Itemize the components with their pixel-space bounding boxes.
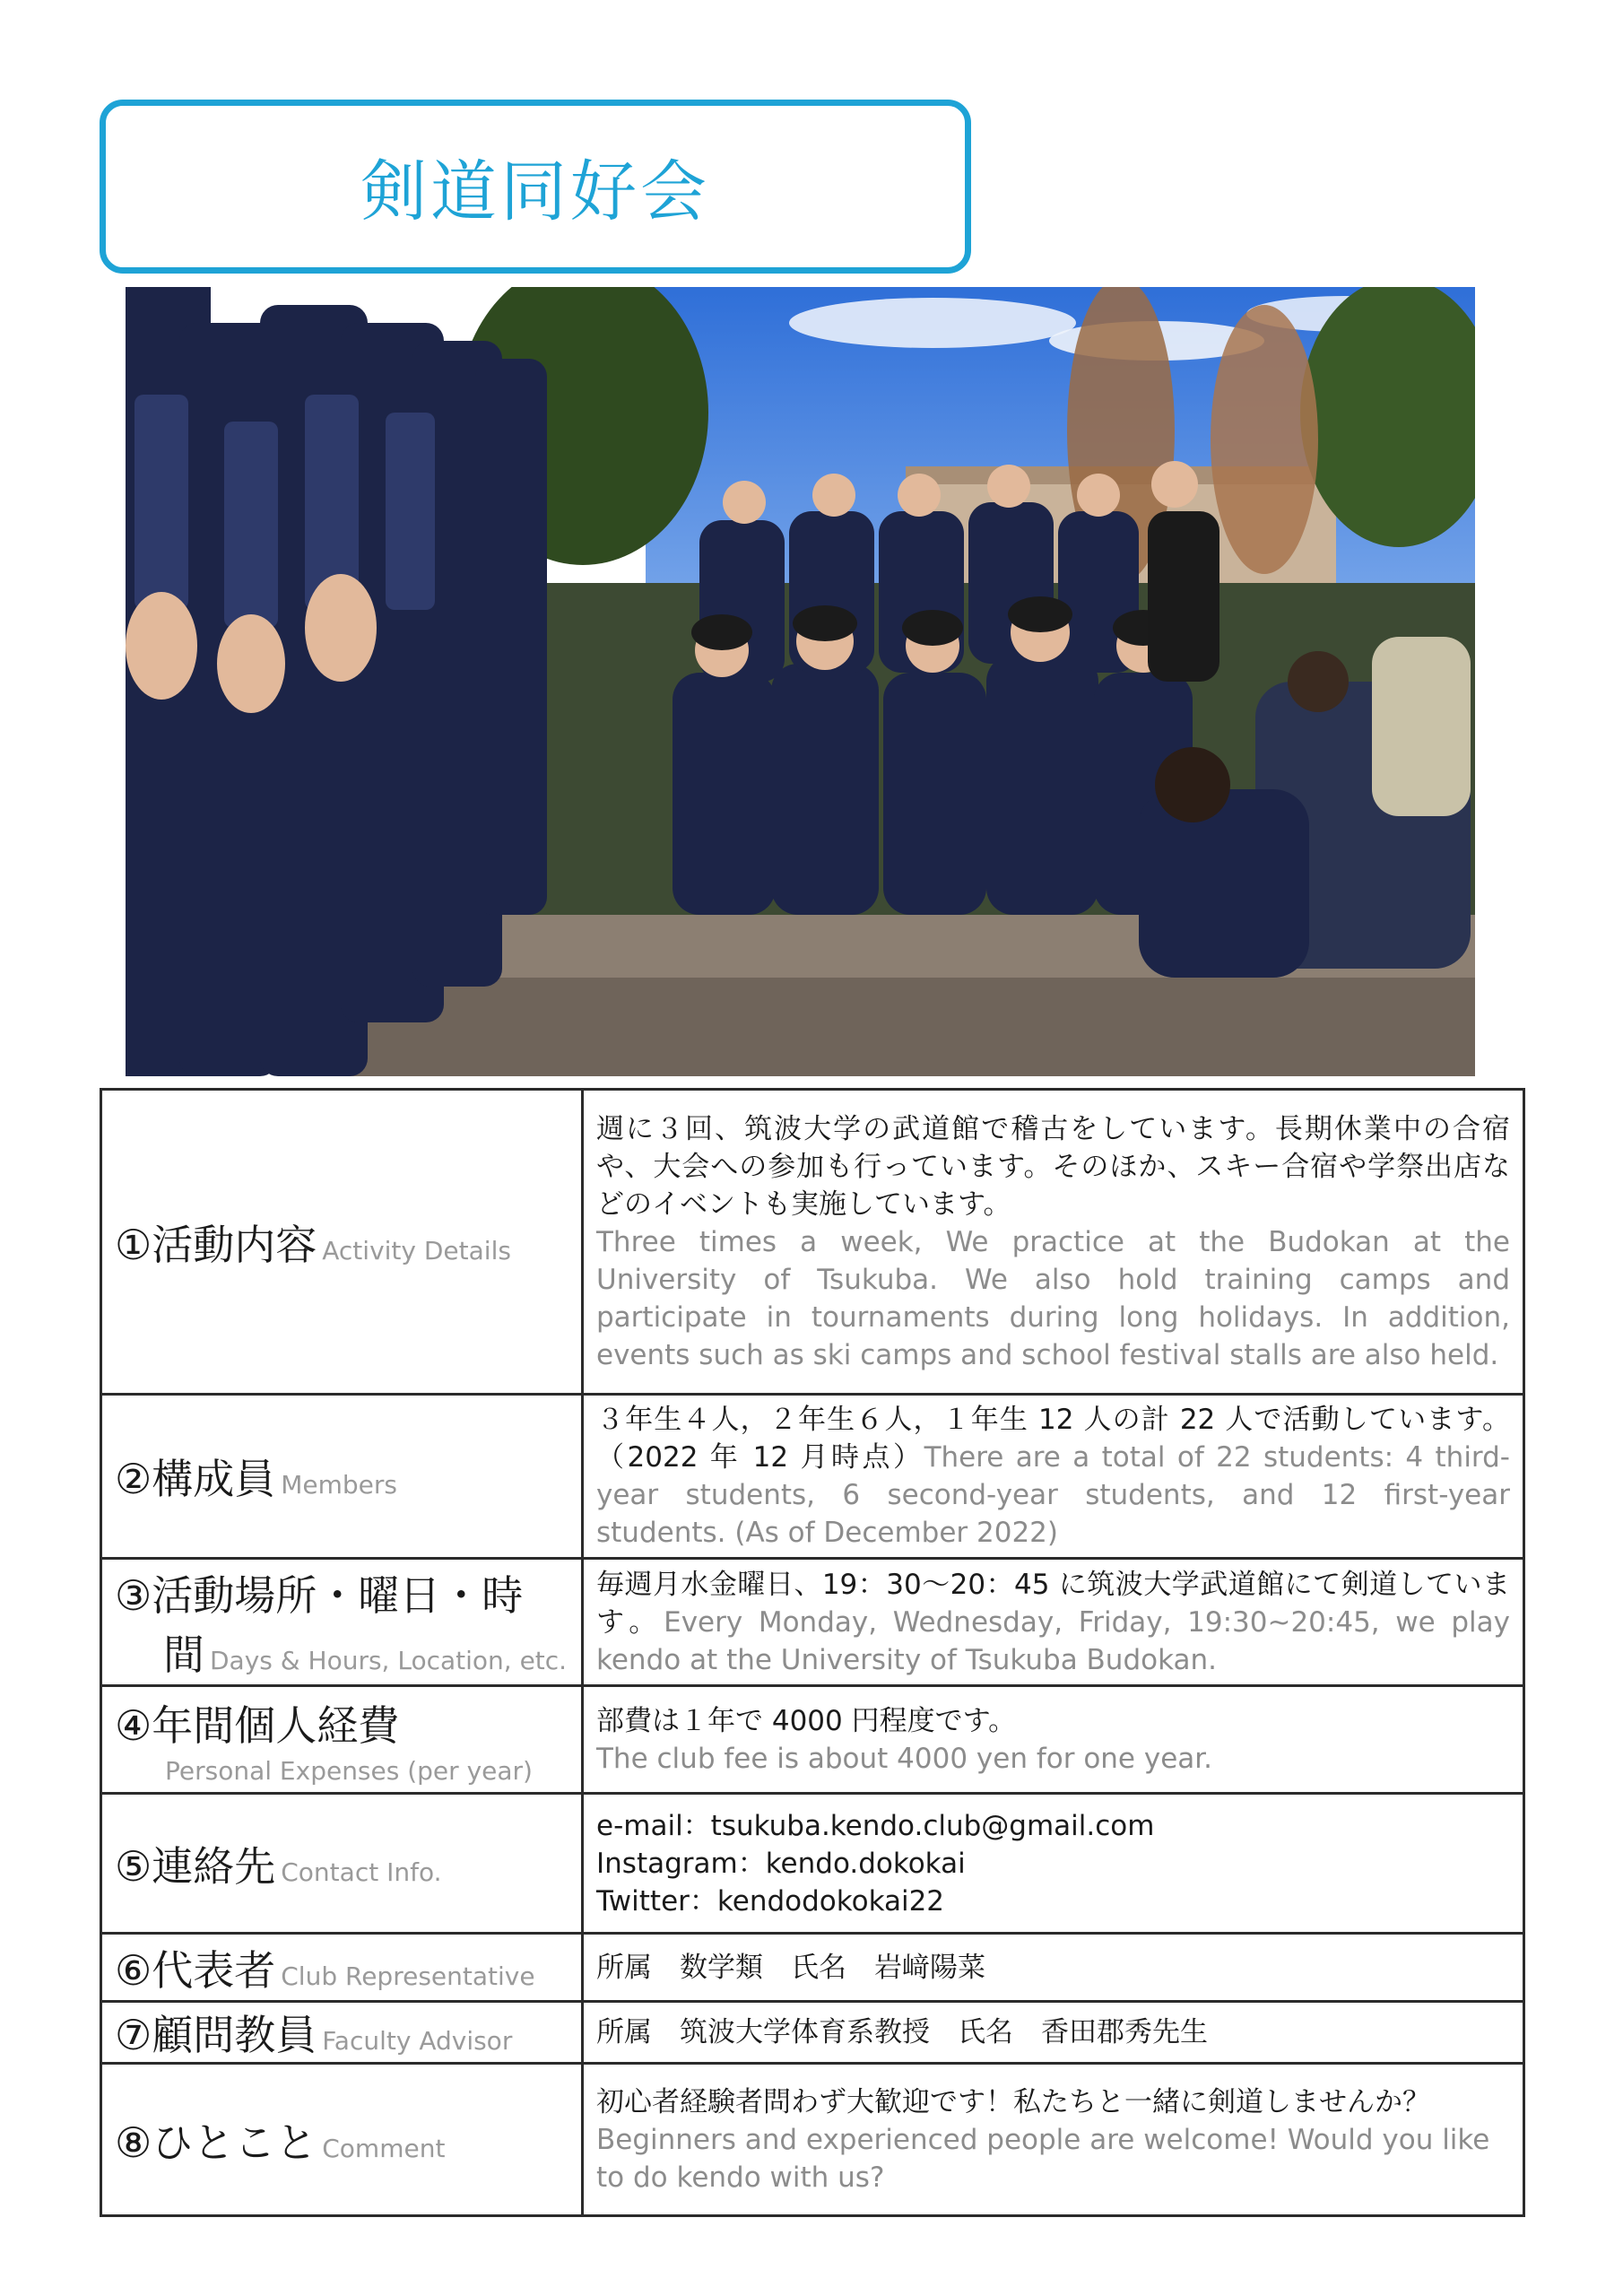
row-content: [583, 1686, 1524, 1794]
label-jp: ③活動場所・曜日・時: [115, 1570, 524, 1620]
label-en: Members: [281, 1470, 398, 1500]
label-jp: ⑧ひとこと: [115, 2118, 317, 2167]
row-content: [583, 2064, 1524, 2216]
content-en: Beginners and experienced people are welcome! Would you like to do kendo with us?: [596, 2123, 1490, 2194]
page-title: 剣道同好会: [360, 153, 710, 230]
info-table: [100, 1088, 1525, 2217]
title-box: [100, 100, 971, 274]
row-content: [583, 1090, 1524, 1395]
row-label: [101, 1934, 583, 2002]
table-row: [101, 2002, 1524, 2064]
label-jp: ⑤連絡先: [115, 1841, 276, 1891]
content-jp: ３年生４人，２年生６人，１年生 12 人の計 22 人で活動しています。（2022 年 12 月時点）: [596, 1404, 1510, 1474]
row-label: [101, 1090, 583, 1395]
table-row: [101, 1686, 1524, 1794]
contact-twitter[interactable]: Twitter：kendodokokai22: [596, 1884, 945, 1918]
content-jp: 初心者経験者問わず大歓迎です！私たちと一緒に剣道しませんか？: [596, 2085, 1430, 2118]
row-content: [583, 1559, 1524, 1686]
content-en: Three times a week, We practice at the Budokan at the University of Tsukuba. We also hold training camps and participate in tournaments during long holidays. In addition, events such as ski camps and school festival stalls are also held.: [596, 1225, 1510, 1371]
row-label: [101, 1395, 583, 1559]
content-jp: 所属 数学類 氏名 岩﨑陽菜: [596, 1951, 985, 1984]
content-jp: 所属 筑波大学体育系教授 氏名 香田郡秀先生: [596, 2016, 1208, 2048]
club-group-photo: [126, 287, 1475, 1076]
content-en: There are a total of 22 students: 4 third-year students, 6 second-year students, and 12 first-year students. (As of December 2022): [596, 1441, 1510, 1549]
label-jp: ⑥代表者: [115, 1945, 276, 1995]
contact-instagram[interactable]: Instagram：kendo.dokokai: [596, 1847, 966, 1880]
label-en: Personal Expenses (per year): [165, 1756, 533, 1786]
label-jp: ④年間個人経費: [115, 1701, 400, 1750]
table-row: [101, 1934, 1524, 2002]
label-en: Contact Info.: [281, 1857, 442, 1887]
content-en: Every Monday, Wednesday, Friday, 19:30~20:45, we play kendo at the University of Tsukuba Budokan.: [596, 1605, 1510, 1676]
content-en: The club fee is about 4000 yen for one year.: [596, 1742, 1213, 1775]
label-jp: ②構成員: [115, 1455, 276, 1503]
label-en: Days & Hours, Location, etc.: [210, 1645, 568, 1675]
contact-email[interactable]: e-mail：tsukuba.kendo.club@gmail.com: [596, 1809, 1155, 1842]
content-jp: 毎週月水金曜日、19：30～20：45 に筑波大学武道館にて剣道しています。: [596, 1568, 1510, 1639]
table-row: [101, 2064, 1524, 2216]
label-en: Comment: [322, 2133, 446, 2163]
table-row: [101, 1090, 1524, 1395]
table-row: [101, 1559, 1524, 1686]
row-label: [101, 2002, 583, 2064]
label-en: Faculty Advisor: [322, 2026, 513, 2056]
row-content: [583, 2002, 1524, 2064]
label-jp: ⑦顧問教員: [115, 2011, 317, 2059]
label-jp: ①活動内容: [115, 1220, 317, 1269]
row-label: [101, 2064, 583, 2216]
table-row: [101, 1794, 1524, 1934]
row-label: [101, 1559, 583, 1686]
row-label: [101, 1794, 583, 1934]
label-en: Club Representative: [281, 1961, 535, 1991]
content-jp: 部費は１年で 4000 円程度です。: [596, 1704, 1017, 1737]
row-content: [583, 1794, 1524, 1934]
content-jp: 週に３回、筑波大学の武道館で稽古をしています。長期休業中の合宿や、大会への参加も行っています。そのほか、スキー合宿や学祭出店などのイベントも実施しています。: [596, 1112, 1510, 1221]
label-jp-continued: 間: [163, 1630, 204, 1679]
label-en: Activity Details: [322, 1235, 511, 1265]
table-row: [101, 1395, 1524, 1559]
row-content: [583, 1395, 1524, 1559]
row-label: [101, 1686, 583, 1794]
row-content: [583, 1934, 1524, 2002]
